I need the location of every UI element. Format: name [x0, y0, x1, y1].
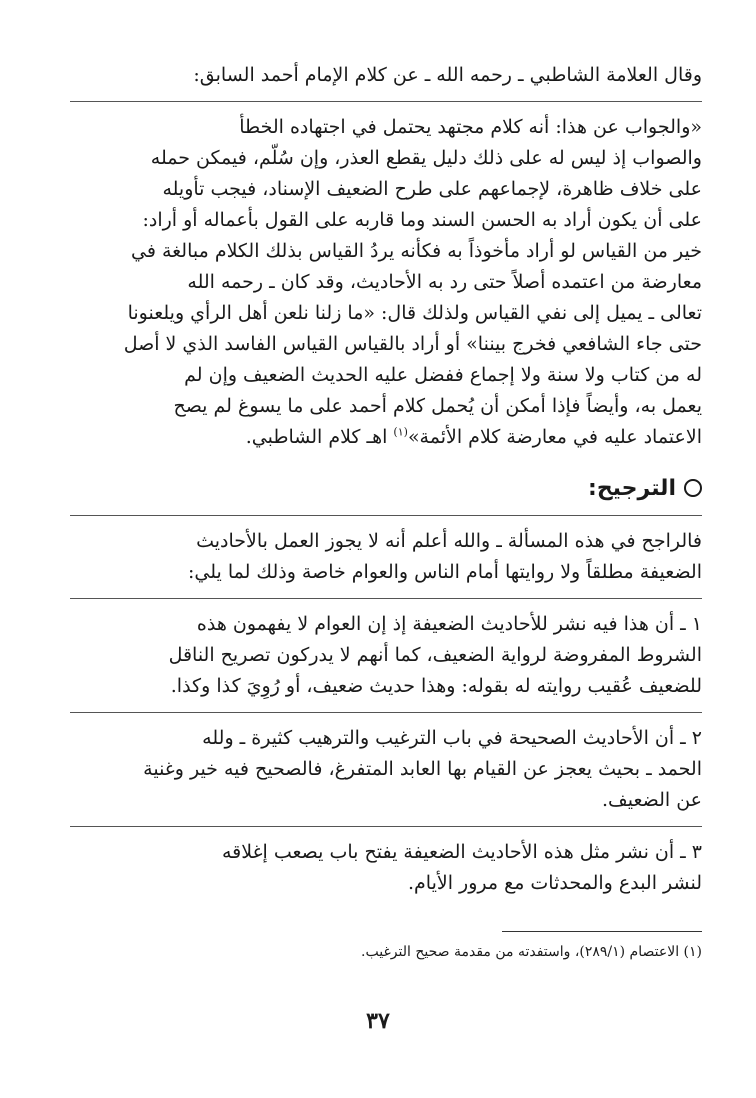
point-line: ٢ ـ أن الأحاديث الصحيحة في باب الترغيب والترهيب كثيرة ـ ولله [202, 727, 702, 749]
point-line: ٣ ـ أن نشر مثل هذه الأحاديث الضعيفة يفتح باب يصعب إغلاقه [222, 841, 702, 863]
tarjih-paragraph [70, 526, 702, 588]
quote-line: «والجواب عن هذا: أنه كلام مجتهد يحتمل في اجتهاده الخطأ [239, 116, 702, 138]
heading-divider [70, 515, 702, 516]
footnote-text: (١) الاعتصام (٢٨٩/١)، واستفدته من مقدمة صحيح الترغيب. [361, 944, 702, 960]
quote-last-text: الاعتماد عليه في معارضة كلام الأئمة» [407, 426, 702, 448]
point-line: لنشر البدع والمحدثات مع مرور الأيام. [408, 872, 702, 894]
circle-bullet-icon [684, 479, 702, 497]
point-line: للضعيف عُقيب روايته له بقوله: وهذا حديث ضعيف، أو رُوِيَ كذا وكذا. [170, 675, 702, 697]
section-heading [70, 471, 702, 505]
quote-line: خير من القياس لو أراد مأخوذاً به فكأنه يردُ القياس بذلك الكلام مبالغة في [130, 240, 702, 262]
document-page [70, 60, 702, 964]
point-divider [70, 712, 702, 713]
point-line: الشروط المفروضة لرواية الضعيف، كما أنهم لا يدركون تصريح الناقل [168, 644, 702, 666]
section-heading-text: الترجيح: [588, 475, 676, 501]
quote-line: حتى جاء الشافعي فخرج بيننا» أو أراد بالقياس القياس الفاسد الذي لا أصل [123, 333, 702, 355]
quote-last-line [70, 422, 702, 453]
point-3 [70, 837, 702, 899]
quote-line: له من كتاب ولا سنة ولا إجماع ففضل عليه الحديث الضعيف وإن لم [184, 364, 702, 386]
point-line: ١ ـ أن هذا فيه نشر للأحاديث الضعيفة إذ إن العوام لا يفهمون هذه [196, 613, 702, 635]
footnote-area [70, 931, 702, 964]
tarjih-line: الضعيفة مطلقاً ولا روايتها أمام الناس والعوام خاصة وذلك لما يلي: [187, 561, 702, 583]
shatibi-quote [70, 112, 702, 453]
quote-line: والصواب إذ ليس له على ذلك دليل يقطع العذر، وإن سُلّم، فيمكن حمله [150, 147, 702, 169]
quote-line: على أن يكون أراد به الحسن السند وما قاربه على القول بأعماله أو أراد: [142, 209, 702, 231]
footnote-rule [502, 931, 702, 932]
point-line: عن الضعيف. [602, 789, 702, 811]
page-number: ٣٧ [366, 1008, 390, 1034]
intro-line: وقال العلامة الشاطبي ـ رحمه الله ـ عن كلام الإمام أحمد السابق: [193, 64, 702, 86]
quote-line: تعالى ـ يميل إلى نفي القياس ولذلك قال: «ما زلنا نلعن أهل الرأي ويلعنونا [127, 302, 702, 324]
quote-line: على خلاف ظاهرة، لإجماعهم على طرح الضعيف الإسناد، فيجب تأويله [162, 178, 702, 200]
point-2 [70, 723, 702, 816]
tarjih-line: فالراجح في هذه المسألة ـ والله أعلم أنه لا يجوز العمل بالأحاديث [196, 530, 702, 552]
point-divider [70, 826, 702, 827]
point-line: الحمد ـ بحيث يعجز عن القيام بها العابد المتفرغ، فالصحيح فيه خير وغنية [143, 758, 702, 780]
quote-line: يعمل به، وأيضاً فإذا أمكن أن يُحمل كلام أحمد على ما يسوغ لم يصح [173, 395, 702, 417]
intro-divider [70, 101, 702, 102]
quote-line: معارضة من اعتمده أصلاً حتى رد به الأحاديث، وقد كان ـ رحمه الله [187, 271, 702, 293]
quote-last-tail: اهـ كلام الشاطبي. [245, 426, 394, 448]
point-divider [70, 598, 702, 599]
footnote-reference[interactable]: (١) [393, 425, 408, 439]
point-1 [70, 609, 702, 702]
